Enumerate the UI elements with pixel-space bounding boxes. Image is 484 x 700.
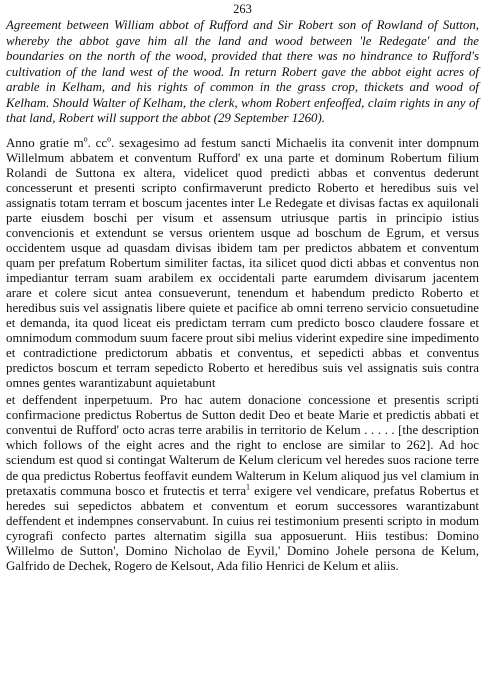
latin-intro: Anno gratie m bbox=[6, 135, 84, 150]
page-number: 263 bbox=[233, 2, 252, 16]
latin-charter-paragraph-1 bbox=[6, 136, 479, 392]
latin-text: et deffendent inperpetuum. Pro hac autem donacione concessione et presentis scripti confirmacione predictus Robertus de Sutton dedit Deo et beate Marie et predictis abbati et conventui de Rufford' octo acras terre arabilis in territorio de Kelum . . . . . [the description which follows of the eight acres and the right to enclose are similar to 262]. Ad hoc sciendum est quod si contingat Walterum de Kelum clericum vel heredes suos racione terre de qua predictus Robertus feoffavit eundem Walterum in Kelum aliquod jus vel clamium in pretaxatis communa bosco et frutectis et terra bbox=[6, 393, 479, 498]
superscript-o: o bbox=[83, 134, 88, 144]
english-summary: Agreement between William abbot of Rufford and Sir Robert son of Rowland of Sutton, whereby the abbot gave him all the land and wood between 'le Redegate' and the boundaries on the north of the wood, provided that there was no hindrance to Rufford's cultivation of the land west of the wood. In return Robert gave the abbot eight acres of arable in Kelham, and his rights of common in the grass crop, thickets and wood of Kelham. Should Walter of Kelham, the clerk, whom Robert enfeoffed, claim rights in any of that land, Robert will support the abbot (29 September 1260). bbox=[6, 18, 479, 125]
footnote-marker: 1 bbox=[246, 482, 251, 492]
latin-text: . cc bbox=[87, 135, 108, 150]
superscript-o: o bbox=[107, 134, 112, 144]
latin-text: . sexagesimo ad festum sancti Michaelis ita convenit inter dompnum Willelmum abbatem et conventum Rufford' ex una parte et dominum Robertum filium Rolandi de Suttona ex altera, videlicet quod predicti abbas et conventus dederunt concesserunt et presenti scripto confirmaverunt predicto Roberto et heredibus suis vel assignatis totam terram et boscum jacentes inter Le Redegate et divisas factas ex aquilonali parte eiusdem boschi per visum et assensum utriusque partis in principio istius convencionis et extendunt se versus orientem usque ad boschum de Egrum, et versus occidentem usque ad quasdam divisas ibidem tam per predictos abbatem et conventum quam per prefatum Robertum similiter factas, ita silicet quod dicti abbas et conventus non impediantur terram suam arabilem ex occidentali parte earumdem divisarum jacentem arare et colere sicut antea consueverunt, tenendum et habendum predicto Roberto et heredibus suis vel assignatis libere quiete et pacifice ab omni terreno servicio consuetudine et demanda, ita quod liceat eis predictam terram cum predicto bosco claudere fossare et omnimodum commodum suum facere prout sibi melius viderint expedire sine impedimento et contradictione predictorum abbatis et conventus, et sepedicti abbas et conventus predictos boscum et terram sepedicto Roberto et heredibus suis vel assignatis suis contra omnes gentes warantizabunt aquietabunt bbox=[6, 135, 479, 391]
latin-charter-paragraph-2 bbox=[6, 393, 479, 574]
latin-text: exigere vel vendicare, prefatus Robertus et heredes sui sepedictos abbatem et conventum et eorum successores warantizabunt deffendent et indempnes conservabunt. In cuius rei testimonium presenti scripto in modum cyrografi confecto partes alternatim sigilla sua apposuerunt. Hiis testibus: Domino Willelmo de Sutton', Domino Nicholao de Eyvil,' Domino Johele persona de Kelum, Galfrido de Dechek, Rogero de Kelsout, Ada filio Henrici de Kelum et aliis. bbox=[6, 483, 479, 573]
